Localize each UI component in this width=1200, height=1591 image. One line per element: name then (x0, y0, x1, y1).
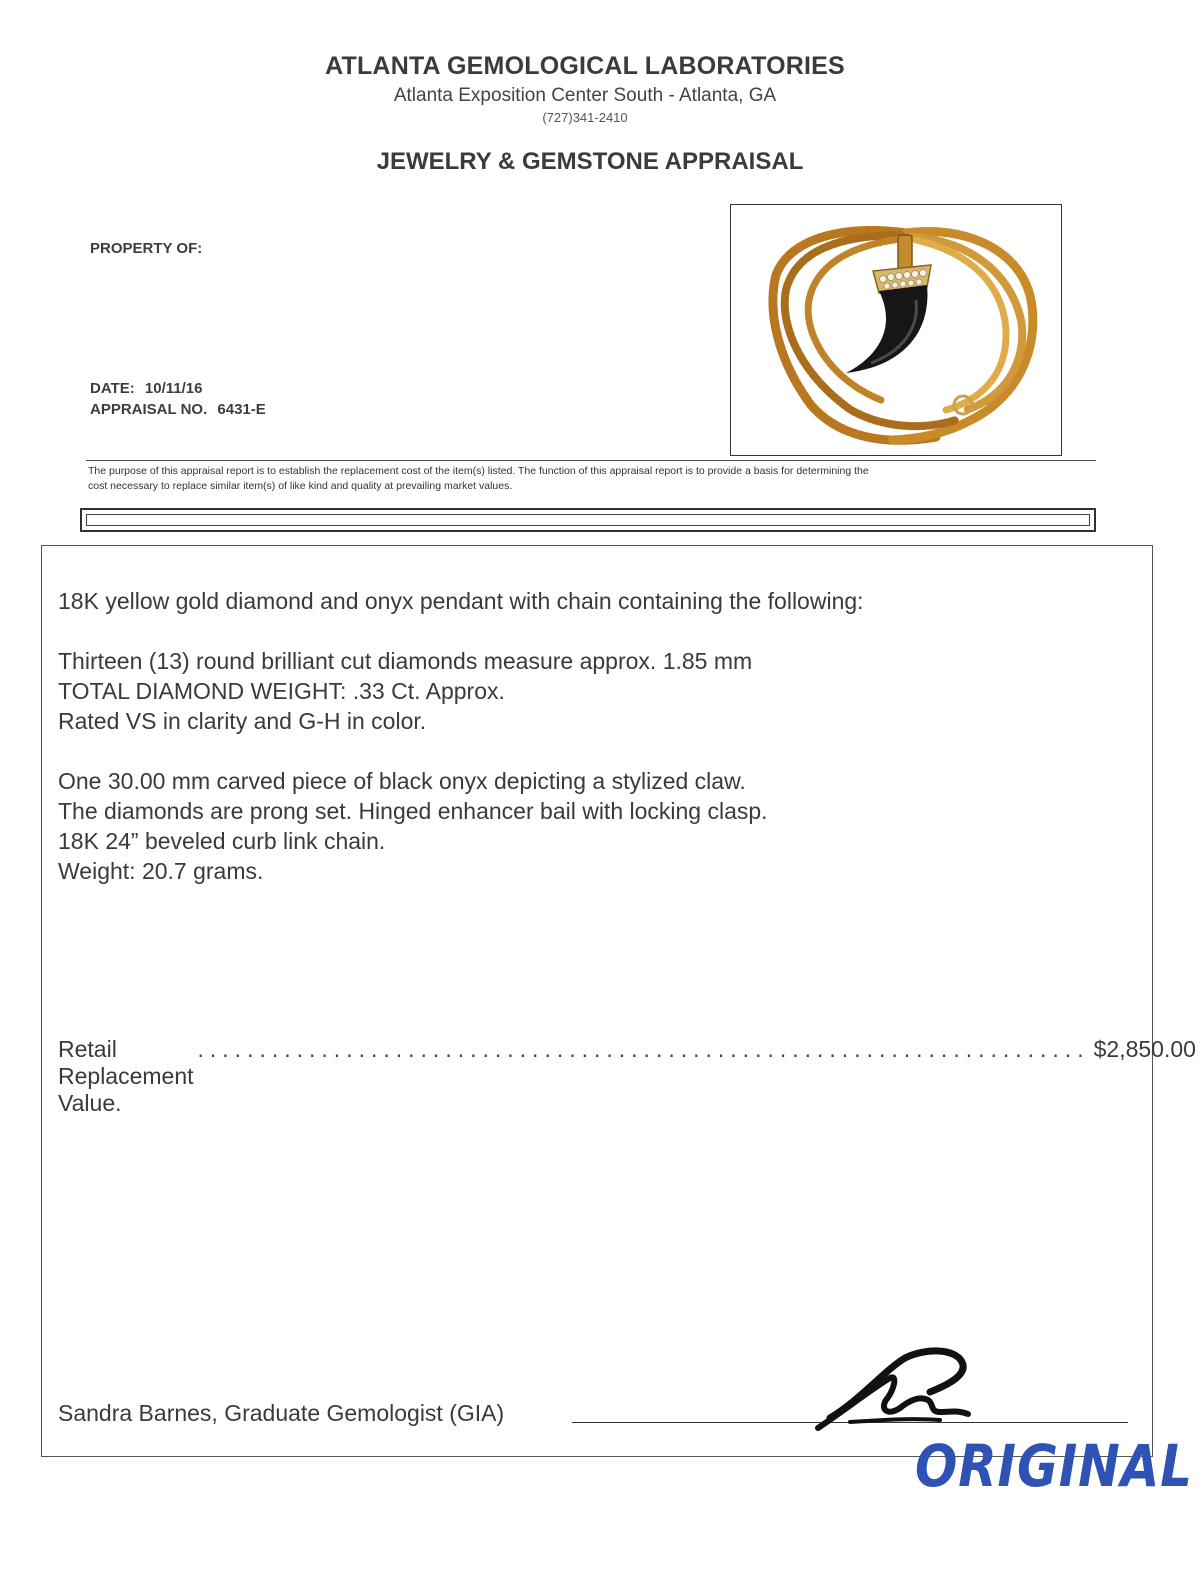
purpose-line: The purpose of this appraisal report is to establish the replacement cost of the item(s) listed. The function of this appraisal report is to provide a basis for determining the (88, 465, 869, 477)
lab-phone: (727)341-2410 (542, 110, 628, 125)
detail-line: 18K 24” beveled curb link chain. (58, 828, 386, 854)
pendant-photo (730, 204, 1062, 456)
diamond-line: TOTAL DIAMOND WEIGHT: .33 Ct. Approx. (58, 678, 505, 704)
pendant-photo-icon (731, 205, 1061, 455)
date-value: 10/11/16 (144, 380, 203, 397)
item-intro: 18K yellow gold diamond and onyx pendant with chain containing the following: (58, 588, 864, 614)
leader-dots: ........................................................................ (197, 1036, 1090, 1062)
retail-value-amount: $2,850.00 (1093, 1036, 1196, 1062)
lab-address: Atlanta Exposition Center South - Atlanta, GA (393, 85, 777, 106)
diamond-line: Rated VS in clarity and G-H in color. (58, 708, 427, 734)
property-of-label: PROPERTY OF: (90, 240, 203, 257)
appraisal-number-row (90, 401, 266, 418)
handwritten-signature (790, 1340, 990, 1435)
detail-line: One 30.00 mm carved piece of black onyx depicting a stylized claw. (58, 768, 746, 794)
date-row (90, 380, 202, 397)
purpose-line: cost necessary to replace similar item(s) of like kind and quality at prevailing market values. (88, 480, 513, 492)
diamond-line: Thirteen (13) round brilliant cut diamonds measure approx. 1.85 mm (58, 648, 753, 674)
decorative-bar-inner (86, 514, 1090, 526)
header-divider (86, 460, 1096, 461)
diamond-details (58, 646, 752, 736)
appraiser-name: Sandra Barnes, Graduate Gemologist (GIA) (58, 1400, 505, 1426)
appraisal-number-value: 6431-E (217, 401, 266, 418)
lab-name: ATLANTA GEMOLOGICAL LABORATORIES (325, 52, 845, 80)
appraisal-number-label: APPRAISAL NO. (90, 401, 208, 418)
purpose-statement (88, 464, 1088, 494)
original-stamp: ORIGINAL (915, 1432, 1193, 1500)
detail-line: The diamonds are prong set. Hinged enhancer bail with locking clasp. (58, 798, 768, 824)
detail-line: Weight: 20.7 grams. (58, 858, 264, 884)
retail-value-row (58, 1036, 1196, 1117)
document-title: JEWELRY & GEMSTONE APPRAISAL (376, 148, 804, 175)
decorative-bar (80, 508, 1096, 532)
retail-value-label: Retail Replacement Value. (58, 1036, 194, 1116)
item-details (58, 766, 768, 886)
date-label: DATE: (90, 380, 135, 397)
